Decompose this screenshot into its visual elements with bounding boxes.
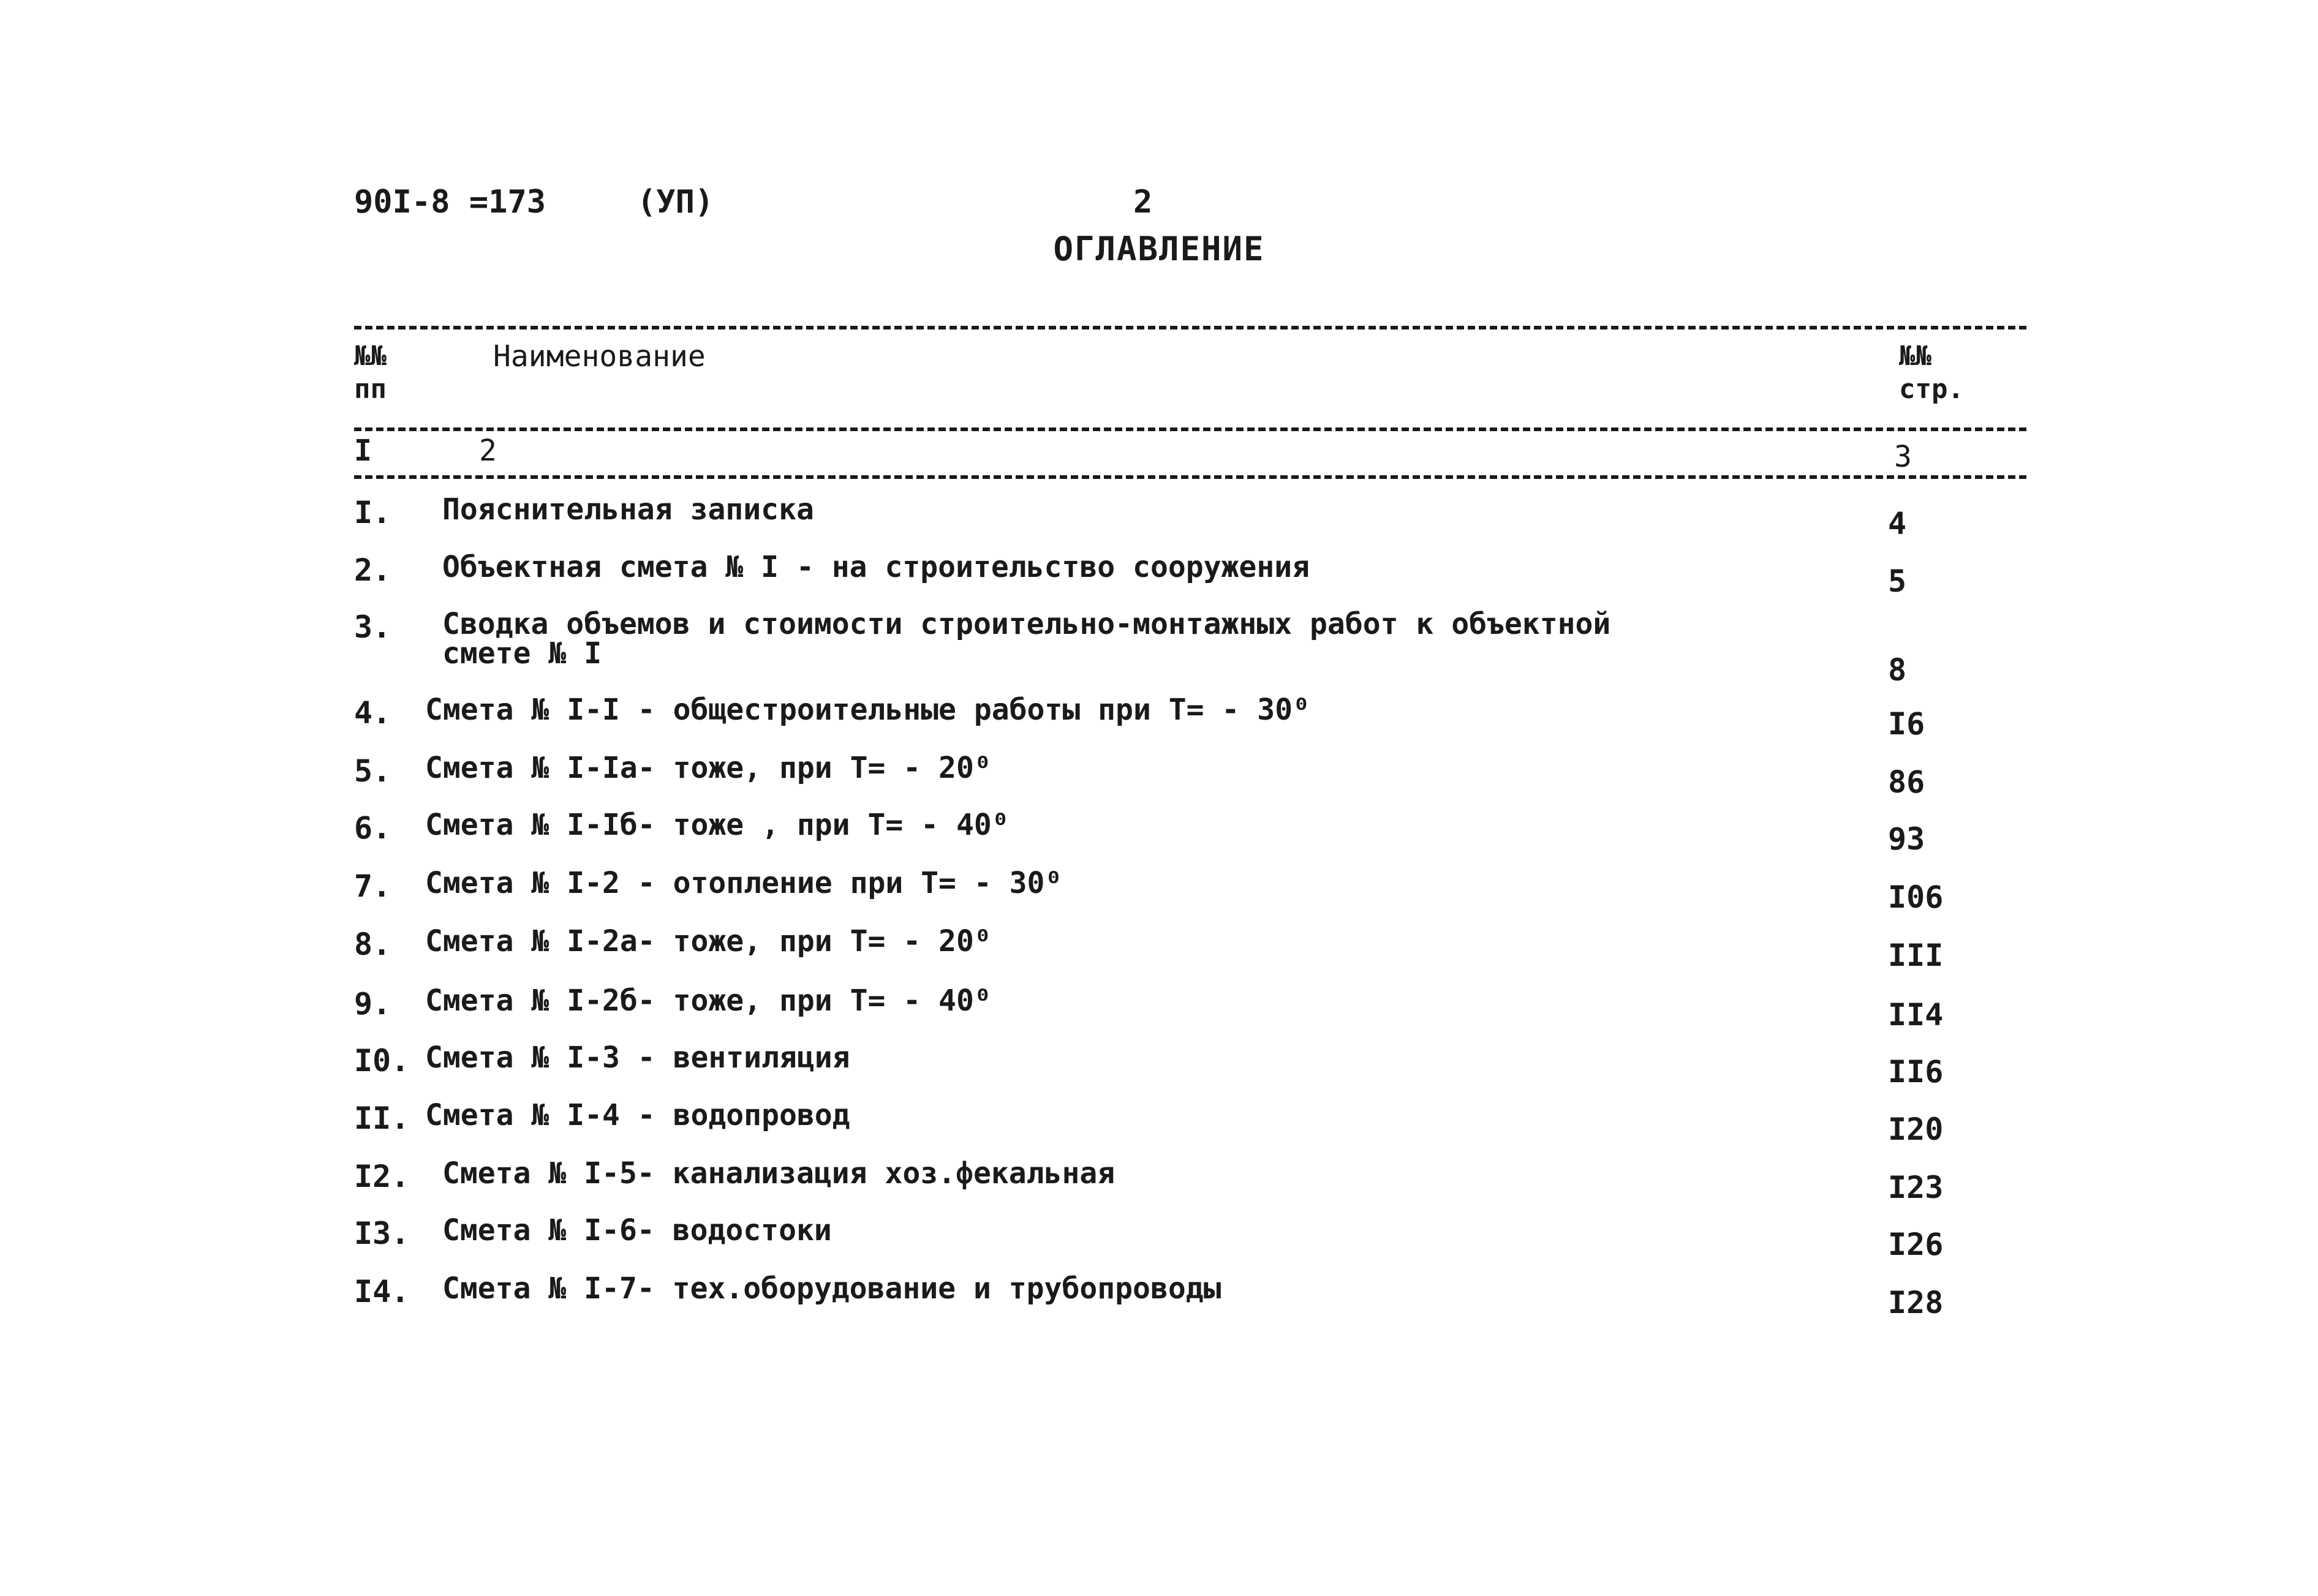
- toc-row-title: Смета № I-Iб- тоже , при Т= - 40⁰: [425, 808, 1010, 842]
- toc-row-number: I0.: [354, 1043, 410, 1078]
- toc-row-number: 3.: [354, 609, 391, 645]
- toc-row: [0, 552, 2318, 608]
- toc-row-title: Смета № I-5- канализация хоз.фекальная: [442, 1156, 1116, 1191]
- toc-row-page: 86: [1888, 764, 1925, 800]
- toc-row-page: I20: [1888, 1112, 1944, 1147]
- toc-row-number: 4.: [354, 695, 391, 731]
- header-bottom-rule: [354, 427, 2026, 431]
- toc-row-number: I4.: [354, 1274, 410, 1309]
- toc-row-number: 2.: [354, 552, 391, 588]
- toc-row-page: II4: [1888, 997, 1944, 1033]
- toc-row-title: Смета № I-4 - водопровод: [425, 1098, 850, 1132]
- toc-row-title: Смета № I-2б- тоже, при Т= - 40⁰: [425, 984, 992, 1018]
- column-numbers-rule: [354, 475, 2026, 479]
- toc-row-page: III: [1888, 938, 1944, 973]
- toc-row-page: I28: [1888, 1285, 1944, 1320]
- toc-row: [0, 492, 2318, 550]
- toc-row-number: II.: [354, 1101, 410, 1136]
- column-number-3: 3: [1894, 440, 1912, 474]
- toc-row-title: Объектная смета № I - на строительство сооружения: [442, 550, 1310, 584]
- toc-row-title: Смета № I-3 - вентиляция: [425, 1041, 850, 1075]
- toc-row-title: Смета № I-2 - отопление при Т= - 30⁰: [425, 866, 1063, 900]
- toc-row: [0, 1098, 2318, 1156]
- toc-row: [0, 607, 2318, 688]
- toc-row: [0, 868, 2318, 924]
- toc-row-page: 5: [1888, 563, 1907, 599]
- toc-row: [0, 1271, 2318, 1329]
- toc-row-page: I23: [1888, 1170, 1944, 1205]
- toc-row-number: 9.: [354, 986, 391, 1022]
- toc-row-title: Смета № I-7- тех.оборудование и трубопроводы: [442, 1271, 1221, 1306]
- toc-row-page: 93: [1888, 821, 1925, 857]
- column-number-2: 2: [479, 434, 497, 468]
- toc-row-title: Смета № I-I - общестроительные работы при Т= - 30⁰: [425, 693, 1310, 727]
- toc-row-number: 7.: [354, 868, 391, 904]
- toc-row-title: Смета № I-Iа- тоже, при Т= - 20⁰: [425, 751, 992, 785]
- toc-row: [0, 1043, 2318, 1098]
- toc-row-page: II6: [1888, 1054, 1944, 1090]
- toc-row: [0, 1156, 2318, 1214]
- toc-row-page: 4: [1888, 506, 1907, 541]
- document-code-suffix: (УП): [637, 184, 714, 220]
- table-top-rule: [354, 326, 2026, 329]
- toc-row-number: I3.: [354, 1216, 410, 1251]
- toc-row-number: I.: [354, 495, 391, 530]
- toc-row: [0, 695, 2318, 750]
- toc-row-title: Пояснительная записка: [442, 492, 814, 527]
- page-title: ОГЛАВЛЕНИЕ: [1053, 230, 1265, 268]
- column-number-1: I: [354, 434, 372, 468]
- toc-row-page: I26: [1888, 1227, 1944, 1262]
- toc-row-page: I6: [1888, 706, 1925, 742]
- column-header-name: Наименование: [493, 339, 706, 374]
- toc-row-number: 8.: [354, 927, 391, 962]
- toc-row-number: I2.: [354, 1159, 410, 1194]
- toc-row-title: Сводка объемов и стоимости строительно-монтажных работ к объектной смете № I: [442, 607, 1611, 671]
- toc-row-page: I06: [1888, 879, 1944, 915]
- column-header-number: №№ пп: [354, 341, 387, 405]
- toc-row: [0, 1213, 2318, 1271]
- toc-row: [0, 924, 2318, 982]
- toc-row-number: 5.: [354, 753, 391, 789]
- toc-row: [0, 810, 2318, 865]
- document-code: 90I-8 =173: [354, 184, 546, 220]
- toc-row: [0, 986, 2318, 1041]
- toc-row-number: 6.: [354, 810, 391, 846]
- toc-row-page: 8: [1888, 652, 1907, 688]
- toc-row-title: Смета № I-6- водостоки: [442, 1213, 832, 1248]
- page-number: 2: [1133, 184, 1153, 220]
- toc-row: [0, 753, 2318, 808]
- toc-row-title: Смета № I-2а- тоже, при Т= - 20⁰: [425, 924, 992, 958]
- column-header-page: №№ стр.: [1899, 341, 1964, 405]
